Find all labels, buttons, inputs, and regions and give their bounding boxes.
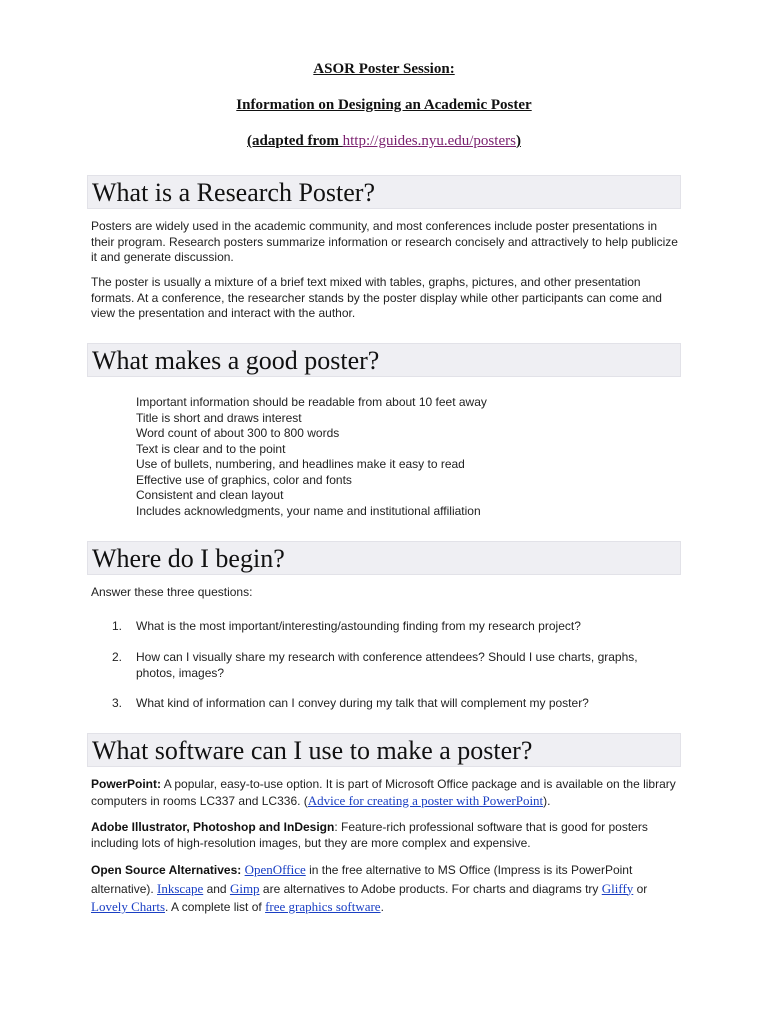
list-item: Effective use of graphics, color and fonts: [136, 472, 352, 487]
open-source-text: in the free alternative to MS Office (Impress is its PowerPoint alternative).: [91, 863, 633, 896]
adapted-from-line: [0, 133, 768, 150]
adobe-paragraph: [91, 820, 681, 851]
questions-intro: Answer these three questions:: [91, 585, 253, 599]
powerpoint-label: PowerPoint:: [91, 777, 162, 791]
powerpoint-paragraph: [91, 777, 681, 809]
list-item: Word count of about 300 to 800 words: [136, 426, 340, 440]
question-number: 1.: [112, 619, 123, 633]
section-heading-software: What software can I use to make a poster?: [87, 733, 681, 767]
question-text: How can I visually share my research with conference attendees? Should I use charts, graphs, photos, images?: [136, 650, 638, 680]
list-item: Important information should be readable from about 10 feet away: [136, 395, 487, 409]
open-source-text: .: [380, 900, 384, 914]
list-item: Text is clear and to the point: [136, 441, 286, 456]
adapted-suffix: ): [515, 133, 521, 149]
document-title: ASOR Poster Session:: [313, 61, 455, 77]
question-text: What is the most important/interesting/astounding finding from my research project?: [136, 619, 581, 633]
research-poster-paragraph-1: Posters are widely used in the academic community, and most conferences include poster presentations in their program. Research posters summarize information or research concisely and attractively to help publicize it and generate discussion.: [91, 219, 678, 264]
open-source-text: are alternatives to Adobe products. For charts and diagrams try: [259, 881, 602, 896]
section-heading-where-begin: Where do I begin?: [87, 541, 681, 575]
powerpoint-text: A popular, easy-to-use option. It is part of Microsoft Office package and is available on the library computers in rooms LC337 and LC336. (: [91, 777, 676, 808]
powerpoint-advice-link[interactable]: Advice for creating a poster with PowerPoint: [307, 792, 544, 808]
question-number: 2.: [112, 650, 123, 664]
open-source-text: . A complete list of: [165, 900, 266, 914]
openoffice-link[interactable]: OpenOffice: [244, 862, 306, 877]
question-number: 3.: [112, 696, 123, 710]
free-graphics-software-link[interactable]: free graphics software: [265, 899, 381, 914]
inkscape-link[interactable]: Inkscape: [157, 880, 204, 896]
list-item: Title is short and draws interest: [136, 410, 302, 425]
question-text: What kind of information can I convey during my talk that will complement my poster?: [136, 696, 589, 710]
powerpoint-text-end: ).: [543, 793, 551, 808]
lovely-charts-link[interactable]: Lovely Charts: [91, 899, 166, 914]
section-heading-good-poster: What makes a good poster?: [87, 343, 681, 377]
list-item: Includes acknowledgments, your name and institutional affiliation: [136, 503, 481, 518]
list-item: Use of bullets, numbering, and headlines make it easy to read: [136, 457, 465, 471]
good-poster-list: [136, 395, 487, 519]
adobe-label: Adobe Illustrator, Photoshop and InDesign: [91, 820, 335, 834]
adobe-text: : Feature-rich professional software that is good for posters including lots of high-resolution images, but they are more complex and expensive.: [91, 820, 648, 850]
open-source-paragraph: [91, 861, 681, 917]
nyu-guides-link[interactable]: http://guides.nyu.edu/posters: [342, 133, 516, 149]
open-source-text: and: [203, 881, 230, 896]
research-poster-paragraph-2: The poster is usually a mixture of a brief text mixed with tables, graphs, pictures, and other presentation formats. At a conference, the researcher stands by the poster display while other participants can come and view the presentation and interact with the author.: [91, 275, 662, 320]
section-heading-research-poster: What is a Research Poster?: [87, 175, 681, 209]
open-source-text: or: [633, 881, 648, 896]
document-subtitle: Information on Designing an Academic Poster: [236, 97, 532, 113]
gliffy-link[interactable]: Gliffy: [601, 880, 634, 896]
gimp-link[interactable]: Gimp: [229, 880, 260, 896]
open-source-label: Open Source Alternatives:: [91, 863, 242, 877]
adapted-prefix: (adapted from: [247, 133, 343, 149]
list-item: Consistent and clean layout: [136, 488, 284, 502]
